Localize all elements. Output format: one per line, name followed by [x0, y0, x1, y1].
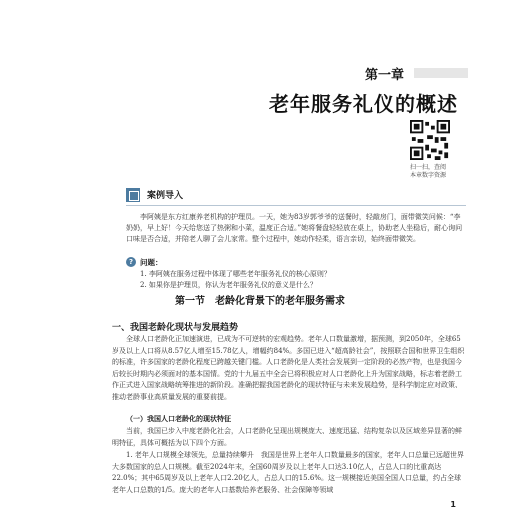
question-icon: ?	[126, 257, 136, 267]
subsection-heading: 一、我国老龄化现状与发展趋势	[112, 323, 239, 333]
body-paragraph: 当前，我国已步入中度老龄化社会，人口老龄化呈现出规模庞大、速度迅猛、结构复杂以及区域差异显著的鲜明特征，具体可概括为以下四个方面。	[112, 427, 462, 447]
question-item: 1. 李阿姨在服务过程中体现了哪些老年服务礼仪的核心原则？	[140, 270, 331, 278]
questions-heading: 问题：	[140, 258, 163, 267]
chapter-title: 老年服务礼仪的概述	[269, 92, 458, 116]
body-paragraph: 全球人口老龄化正加速演进，已成为不可逆转的宏观趋势。老年人口数量激增，据预测，到2050年，全球65岁及以上人口将从8.57亿人增至15.78亿人，增幅约84%。多国已进入“超高龄社会”，按照联合国和世界卫生组织的标准，许多国家的老龄化程度已跨越关键门槛。人口老龄化是人类社会发展到一定阶段的必然产物，也是我国今后较长时期内必须面对的基本国情。党的十九届五中全会已将积极应对人口老龄化上升为国家战略，标志着老龄工作正式进入国家战略统筹推进的新阶段。准确把握我国老龄化的现状特征与未来发展趋势，是科学制定应对政策、推动老龄事业高质量发展的重要前提。	[112, 335, 465, 401]
case-divider	[126, 205, 466, 206]
chapter-number: 第一章	[364, 68, 404, 83]
qr-caption: 扫一扫，查阅 本章数字资源	[409, 164, 446, 179]
section-title: 第一节 老龄化背景下的老年服务需求	[175, 296, 345, 307]
question-item: 2. 如果你是护理员，你认为老年服务礼仪的意义是什么？	[140, 281, 317, 289]
qr-code-icon[interactable]	[410, 120, 450, 160]
case-heading: 案例导入	[147, 191, 184, 201]
body-paragraph: 1. 老年人口规模全球领先，总量持续攀升 我国是世界上老年人口数量最多的国家，老年人口总量已远超世界大多数国家的总人口规模。截至2024年末，全国60周岁及以上老年人口达3.10亿人，占总人口的比重高达22.0%；其中65周岁及以上老年人口2.20亿人，占总人口的15.6%。这一规模接近美国全国人口总量，约占全球老年人口总数的1/5。庞大的老年人口基数给养老服务、社会保障等领域	[112, 451, 464, 494]
subsubsection-heading: （一）我国人口老龄化的现状特征	[126, 415, 231, 423]
case-paragraph: 李阿姨是东方红康养老机构的护理员。一天，她为83岁郭爷爷的送餐时，轻敲房门，面带微笑问候：“李奶奶，早上好！今天给您送了热粥和小菜，温度正合适。”她将餐盘轻轻放在桌上，协助老人坐稳后，耐心询问口味是否合适，并陪老人聊了会儿家常。整个过程中，她动作轻柔，语言亲切，始终面带微笑。	[126, 213, 463, 243]
book-page	[52, 52, 468, 517]
chapter-bar	[414, 68, 468, 78]
page-number: 1	[450, 500, 456, 509]
case-square-icon	[126, 188, 140, 202]
